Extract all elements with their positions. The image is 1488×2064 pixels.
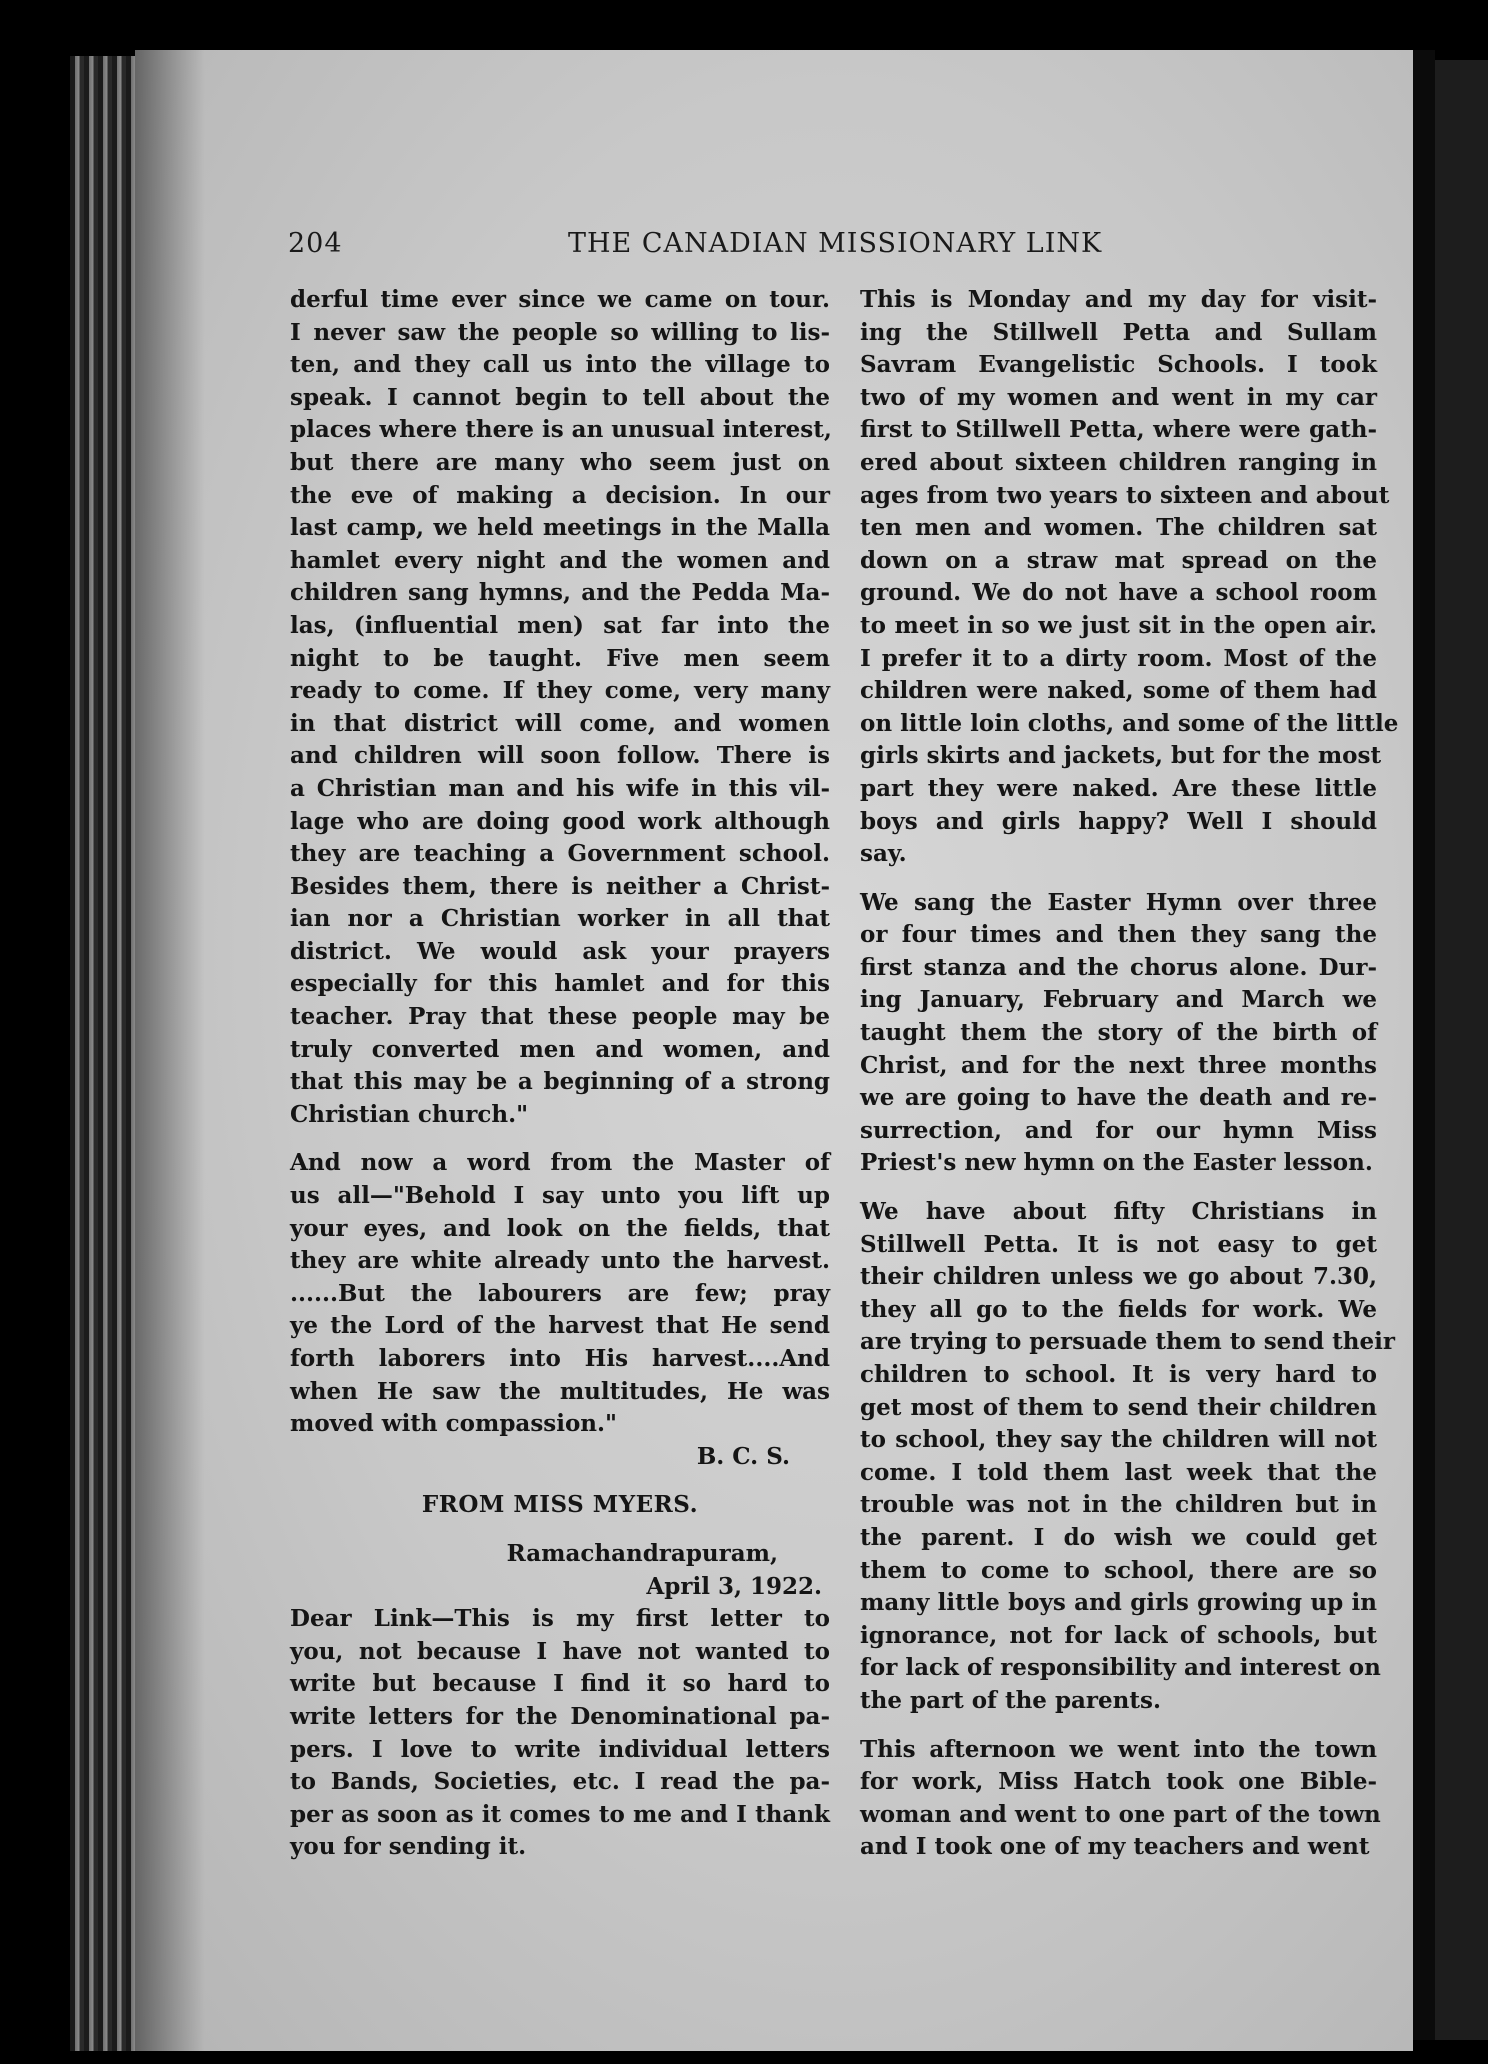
right-paragraph-4 xyxy=(860,1734,1381,1864)
text-line: hamlet every night and the women and xyxy=(290,546,830,574)
text-line: their children unless we go about 7.30, xyxy=(860,1263,1377,1291)
text-line: you for sending it. xyxy=(290,1833,527,1861)
text-line: ten men and women. The children sat xyxy=(860,514,1377,542)
text-line: places where there is an unusual interest, xyxy=(290,416,832,444)
paragraph-gap xyxy=(860,871,1377,887)
text-line: boys and girls happy? Well I should xyxy=(860,807,1377,835)
text-line: on little loin cloths, and some of the little xyxy=(860,709,1399,737)
text-line: us all—"Behold I say unto you lift up xyxy=(290,1182,830,1210)
text-line: And now a word from the Master of xyxy=(290,1149,830,1177)
text-line: ered about sixteen children ranging in xyxy=(860,448,1377,476)
running-title: THE CANADIAN MISSIONARY LINK xyxy=(568,228,1103,259)
text-line: are trying to persuade them to send their xyxy=(860,1328,1395,1356)
text-line: the part of the parents. xyxy=(860,1686,1161,1714)
binding-edge xyxy=(1413,50,1435,2040)
text-line: get most of them to send their children xyxy=(860,1393,1377,1421)
text-line: first stanza and the chorus alone. Dur- xyxy=(860,953,1377,981)
text-line: them to come to school, there are so xyxy=(860,1556,1377,1584)
text-line: they are teaching a Government school. xyxy=(290,840,830,868)
paragraph-gap xyxy=(860,1180,1377,1196)
left-paragraph-1 xyxy=(290,284,830,1131)
text-line: trouble was not in the children but in xyxy=(860,1491,1377,1519)
text-line: but there are many who seem just on xyxy=(290,448,830,476)
text-line: to meet in so we just sit in the open air. xyxy=(860,611,1377,639)
letter-body xyxy=(290,1603,830,1864)
text-line: come. I told them last week that the xyxy=(860,1458,1377,1486)
right-paragraph-3 xyxy=(860,1196,1395,1718)
article-heading: FROM MISS MYERS. xyxy=(421,1491,699,1519)
text-line: pers. I love to write individual letters xyxy=(290,1735,830,1763)
text-line: part they were naked. Are these little xyxy=(860,774,1377,802)
text-line: two of my women and went in my car xyxy=(860,383,1377,411)
text-line: ready to come. If they come, very many xyxy=(290,677,830,705)
text-line: the parent. I do wish we could get xyxy=(860,1523,1377,1551)
text-line: taught them the story of the birth of xyxy=(860,1019,1377,1047)
text-line: girls skirts and jackets, but for the most xyxy=(860,742,1382,770)
text-line: moved with compassion." xyxy=(290,1410,618,1438)
text-line: night to be taught. Five men seem xyxy=(290,644,830,672)
running-header xyxy=(288,228,1108,268)
text-line: lage who are doing good work although xyxy=(290,807,830,835)
text-line: and I took one of my teachers and went xyxy=(860,1833,1370,1861)
text-line: ......But the labourers are few; pray xyxy=(290,1279,830,1307)
text-line: truly converted men and women, and xyxy=(290,1035,830,1063)
text-line: say. xyxy=(860,840,907,868)
text-line: children were naked, some of them had xyxy=(860,677,1377,705)
text-line: for lack of responsibility and interest on xyxy=(860,1654,1381,1682)
text-line: Christian church." xyxy=(290,1100,529,1128)
left-paragraph-2 xyxy=(290,1147,830,1440)
text-line: they are white already unto the harvest. xyxy=(290,1247,830,1275)
text-line: las, (influential men) sat far into the xyxy=(290,611,830,639)
text-line: to Bands, Societies, etc. I read the pa- xyxy=(290,1768,830,1796)
text-line: write letters for the Denominational pa- xyxy=(290,1702,830,1730)
text-line: surrection, and for our hymn Miss xyxy=(860,1116,1377,1144)
facing-page-edge xyxy=(1435,60,1488,2040)
text-line: and children will soon follow. There is xyxy=(290,742,830,770)
text-line: ages from two years to sixteen and about xyxy=(860,481,1390,509)
text-line: We have about fifty Christians in xyxy=(860,1198,1377,1226)
right-paragraph-2 xyxy=(860,887,1377,1180)
paragraph-gap xyxy=(860,1718,1377,1734)
text-line: children sang hymns, and the Pedda Ma- xyxy=(290,579,830,607)
left-column xyxy=(290,284,830,1864)
gutter-shadow xyxy=(135,50,205,2051)
text-line: your eyes, and look on the fields, that xyxy=(290,1214,830,1242)
text-line: for work, Miss Hatch took one Bible- xyxy=(860,1768,1377,1796)
text-line: when He saw the multitudes, He was xyxy=(290,1377,830,1405)
text-line: to school, they say the children will not xyxy=(860,1426,1377,1454)
text-line: you, not because I have not wanted to xyxy=(290,1637,830,1665)
text-line: the eve of making a decision. In our xyxy=(290,481,830,509)
text-line: Dear Link—This is my first letter to xyxy=(290,1605,830,1633)
signature: B. C. S. xyxy=(696,1442,790,1470)
text-line: ing the Stillwell Petta and Sullam xyxy=(860,318,1377,346)
text-line: that this may be a beginning of a strong xyxy=(290,1068,830,1096)
text-line: ian nor a Christian worker in all that xyxy=(290,905,830,933)
text-line: Savram Evangelistic Schools. I took xyxy=(860,351,1377,379)
text-line: first to Stillwell Petta, where were gath- xyxy=(860,416,1377,444)
text-line: Stillwell Petta. It is not easy to get xyxy=(860,1230,1377,1258)
text-line: speak. I cannot begin to tell about the xyxy=(290,383,830,411)
text-line: This is Monday and my day for visit- xyxy=(860,286,1377,313)
text-line: children to school. It is very hard to xyxy=(860,1361,1377,1388)
text-line: they all go to the fields for work. We xyxy=(860,1295,1377,1323)
paragraph-gap xyxy=(290,1522,830,1538)
text-line: I never saw the people so willing to lis- xyxy=(290,318,830,346)
text-line: derful time ever since we came on tour. xyxy=(290,286,830,313)
text-line: per as soon as it comes to me and I thank xyxy=(290,1800,830,1828)
text-line: Christ, and for the next three months xyxy=(860,1051,1377,1079)
letter-place: Ramachandrapuram, xyxy=(506,1539,778,1567)
text-line: ignorance, not for lack of schools, but xyxy=(860,1621,1377,1649)
text-line: down on a straw mat spread on the xyxy=(860,546,1377,574)
text-line: ing January, February and March we xyxy=(860,986,1377,1014)
text-line: we are going to have the death and re- xyxy=(860,1084,1377,1112)
paragraph-gap xyxy=(290,1473,830,1489)
text-line: in that district will come, and women xyxy=(290,709,830,737)
text-line: ground. We do not have a school room xyxy=(860,579,1377,607)
text-line: last camp, we held meetings in the Malla xyxy=(290,514,830,542)
text-line: We sang the Easter Hymn over three xyxy=(860,888,1377,916)
text-line: write but because I find it so hard to xyxy=(290,1670,830,1698)
right-column xyxy=(860,284,1399,1864)
text-line: district. We would ask your prayers xyxy=(290,937,830,965)
text-line: forth laborers into His harvest....And xyxy=(290,1345,830,1372)
text-line: a Christian man and his wife in this vil- xyxy=(290,774,830,802)
letter-date: April 3, 1922. xyxy=(646,1572,822,1600)
text-line: many little boys and girls growing up in xyxy=(860,1589,1377,1617)
text-line: teacher. Pray that these people may be xyxy=(290,1003,830,1031)
paragraph-gap xyxy=(290,1131,830,1147)
right-paragraph-1 xyxy=(860,284,1399,871)
text-line: ten, and they call us into the village to xyxy=(290,351,830,379)
text-line: or four times and then they sang the xyxy=(860,921,1377,949)
text-line: I prefer it to a dirty room. Most of the xyxy=(860,644,1377,672)
text-line: Priest's new hymn on the Easter lesson. xyxy=(860,1149,1373,1177)
page-number: 204 xyxy=(288,228,343,259)
text-line: ye the Lord of the harvest that He send xyxy=(290,1312,830,1340)
text-line: woman and went to one part of the town xyxy=(860,1800,1381,1828)
text-line: Besides them, there is neither a Christ- xyxy=(290,872,830,900)
text-line: especially for this hamlet and for this xyxy=(290,970,830,998)
text-line: This afternoon we went into the town xyxy=(860,1735,1377,1763)
